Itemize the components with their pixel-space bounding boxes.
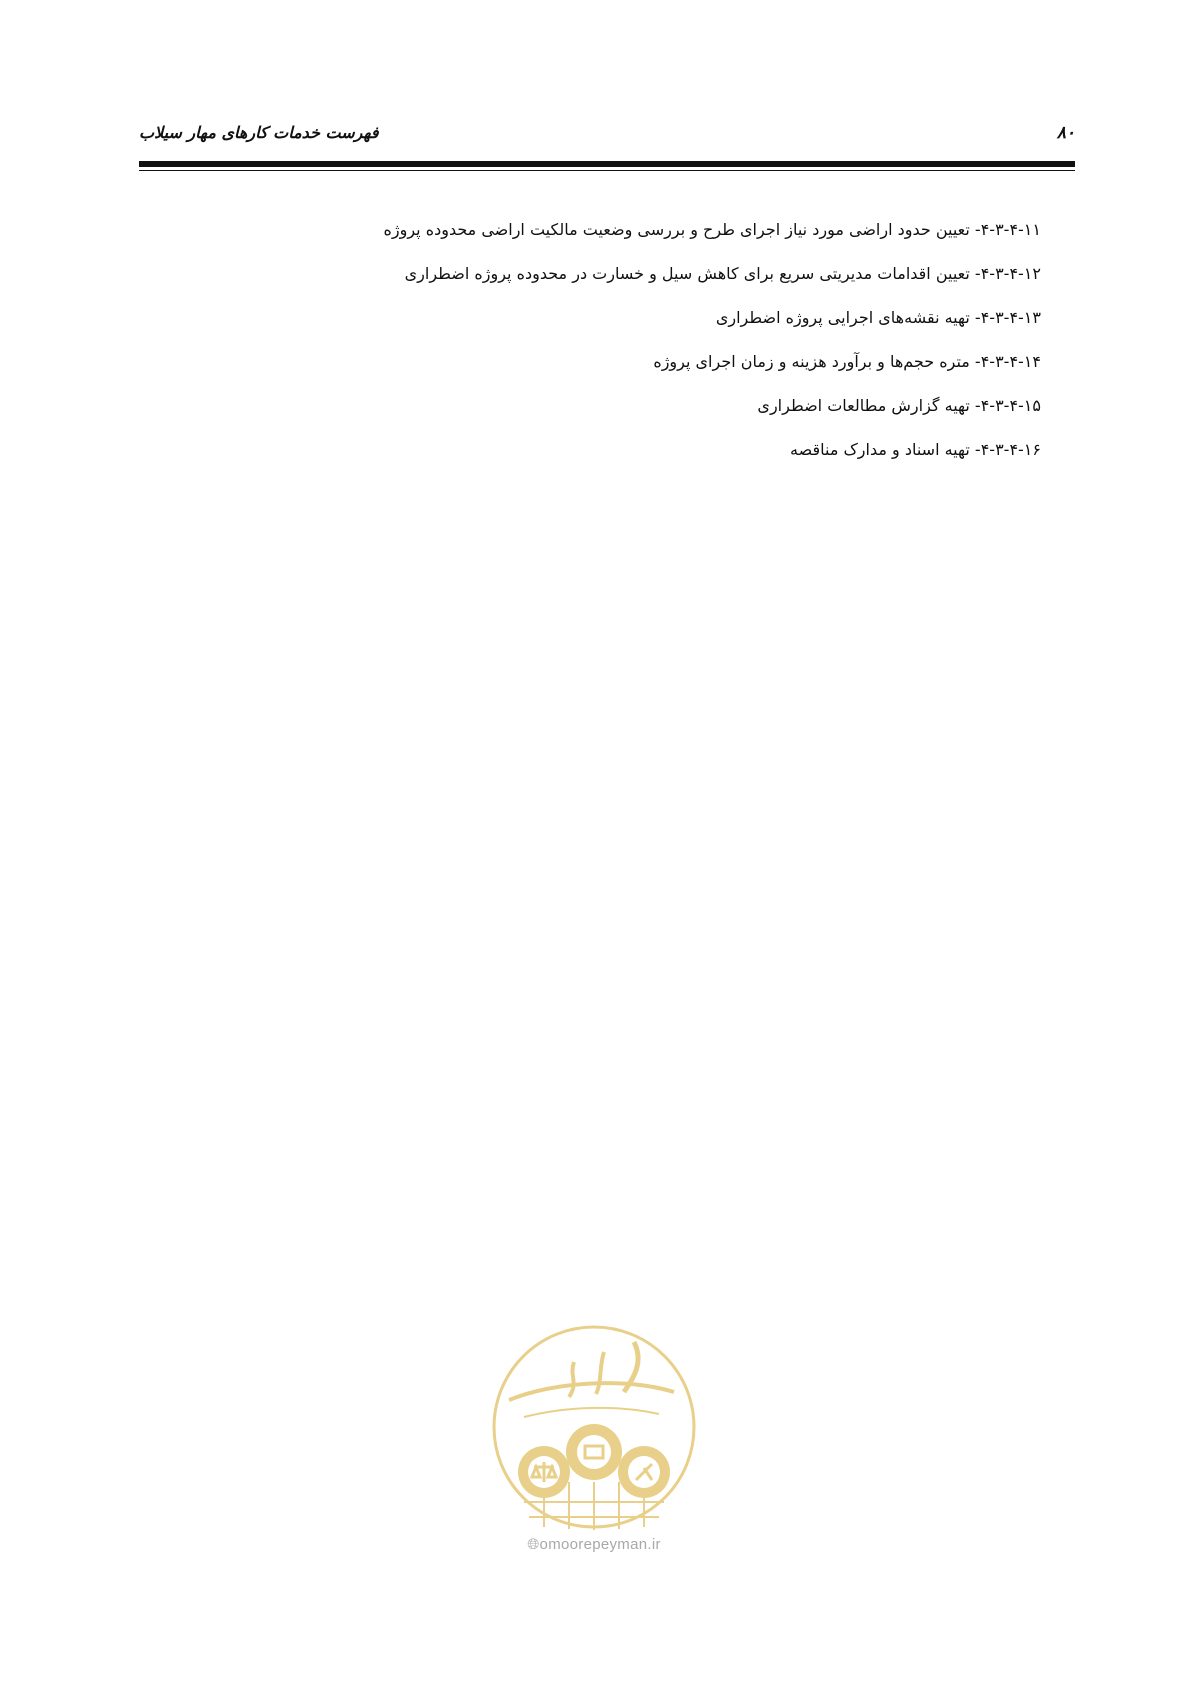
list-item: ۴-۳-۴-۱۳- تهیه نقشه‌های اجرایی پروژه اضطراری xyxy=(715,308,1041,327)
list-item: ۴-۳-۴-۱۴- متره حجم‌ها و برآورد هزینه و زمان اجرای پروژه xyxy=(653,352,1041,371)
watermark-url: 🌐︎omoorepeyman.ir xyxy=(527,1536,661,1553)
section-list xyxy=(141,215,1041,479)
list-item: ۴-۳-۴-۱۱- تعیین حدود اراضی مورد نیاز اجرای طرح و بررسی وضعیت مالکیت اراضی محدوده پروژه xyxy=(383,220,1041,239)
watermark-logo-icon xyxy=(484,1322,704,1532)
running-title: فهرست خدمات کارهای مهار سیلاب xyxy=(139,123,379,142)
list-item: ۴-۳-۴-۱۶- تهیه اسناد و مدارک مناقصه xyxy=(790,440,1041,459)
header-rule-thin xyxy=(139,170,1075,171)
page-number: ۸۰ xyxy=(1056,123,1075,143)
list-item: ۴-۳-۴-۱۲- تعیین اقدامات مدیریتی سریع برای کاهش سیل و خسارت در محدوده پروژه اضطراری xyxy=(404,264,1041,283)
watermark-url-text: omoorepeyman.ir xyxy=(539,1536,661,1553)
page-header xyxy=(139,118,1075,148)
watermark xyxy=(484,1322,704,1562)
header-rule-thick xyxy=(139,161,1075,167)
list-item: ۴-۳-۴-۱۵- تهیه گزارش مطالعات اضطراری xyxy=(757,396,1041,415)
